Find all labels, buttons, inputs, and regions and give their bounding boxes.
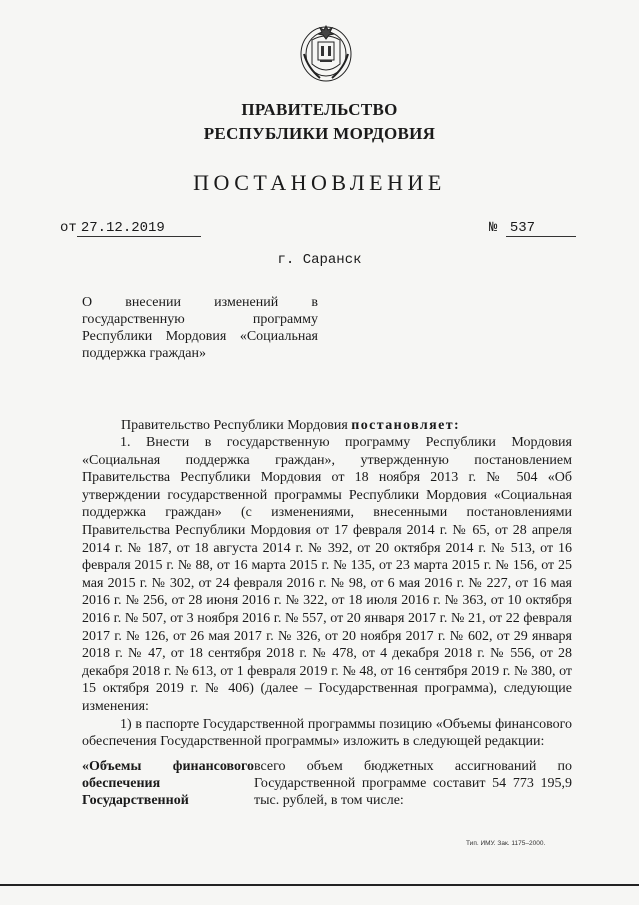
financing-table	[82, 758, 572, 809]
decree-body	[82, 434, 572, 751]
org-name-line1: ПРАВИТЕЛЬСТВО	[241, 100, 398, 119]
page-bottom-rule	[0, 884, 639, 886]
document-number: 537	[506, 220, 576, 237]
date-line	[60, 220, 201, 237]
decree-lead	[121, 418, 460, 434]
financing-label: «Объемы финансового обеспечения Государственной	[82, 759, 254, 808]
document-date: 27.12.2019	[77, 220, 201, 237]
org-name-line2: РЕСПУБЛИКИ МОРДОВИЯ	[203, 124, 436, 143]
financing-value: всего объем бюджетных ассигнований по Государственной программе составит 54 773 195,9 тыс. рублей, в том числе:	[254, 759, 572, 808]
coat-of-arms-icon	[296, 20, 356, 86]
document-subject: О внесении изменений в государственную программу Республики Мордовия «Социальная поддержка граждан»	[82, 295, 318, 361]
document-type-title: ПОСТАНОВЛЕНИЕ	[193, 170, 446, 195]
decree-word: постановляет:	[351, 418, 461, 433]
printer-mark: Тип. ИМУ. Зак. 1175–2000.	[466, 840, 546, 847]
number-line	[489, 220, 576, 237]
paragraph-2: 1) в паспорте Государственной программы позицию «Объемы финансового обеспечения Государственной программы» изложить в следующей редакции:	[82, 716, 572, 750]
city: г. Саранск	[277, 252, 362, 268]
decree-lead-text: Правительство Республики Мордовия	[121, 418, 352, 433]
number-prefix: №	[489, 220, 498, 236]
table-row	[82, 758, 572, 809]
paragraph-1: 1. Внести в государственную программу Республики Мордовия «Социальная поддержка граждан», утвержденную постановлением Правительства Республики Мордовия от 18 ноября 2013 г. № 504 «Об утверждении государственной программы Республики Мордовия «Социальная поддержка граждан» (с изменениями, внесенными постановлениями Правительства Республики Мордовия от 17 февраля 2014 г. № 65, от 28 апреля 2014 г. № 187, от 18 августа 2014 г. № 392, от 20 октября 2014 г. № 513, от 16 февраля 2015 г. № 88, от 16 марта 2015 г. № 135, от 23 марта 2015 г. № 156, от 25 мая 2015 г. № 302, от 24 февраля 2016 г. № 98, от 6 мая 2016 г. № 227, от 16 мая 2016 г. № 256, от 28 июня 2016 г. № 322, от 18 июля 2016 г. № 363, от 10 октября 2016 г. № 507, от 3 ноября 2016 г. № 557, от 20 января 2017 г. № 21, от 22 февраля 2017 г. № 126, от 26 мая 2017 г. № 326, от 20 ноября 2017 г. № 602, от 29 января 2018 г. № 47, от 18 сентября 2018 г. № 478, от 4 декабря 2018 г. № 556, от 28 декабря 2018 г. № 613, от 1 февраля 2019 г. № 48, от 16 сентября 2019 г. № 380, от 15 октября 2019 г. № 406) (далее – Государственная программа), следующие изменения:	[82, 435, 572, 714]
date-prefix: от	[60, 220, 77, 236]
